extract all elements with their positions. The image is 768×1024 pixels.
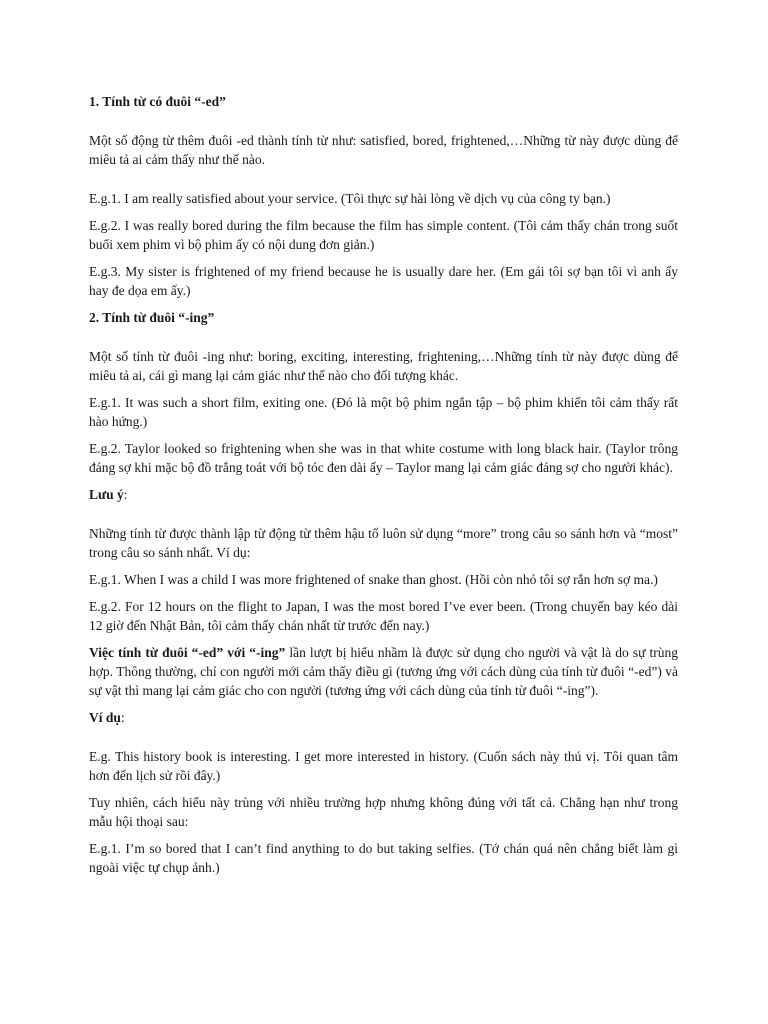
section-2-intro: Một số tính từ đuôi -ing như: boring, exciting, interesting, frightening,…Những tính từ này được dùng để miêu tả ai, cái gì mang lại cảm giác như thế nào cho đối tượng khác. [89, 349, 678, 383]
section-2-example-1: E.g.1. It was such a short film, exiting one. (Đó là một bộ phim ngắn tập – bộ phim khiến tôi cảm thấy rất hào hứng.) [89, 395, 678, 429]
note-intro: Những tính từ được thành lập từ động từ thêm hậu tố luôn sử dụng “more” trong câu so sánh hơn và “most” trong câu so sánh nhất. Ví dụ: [89, 526, 678, 560]
section-1-intro: Một số động từ thêm đuôi -ed thành tính từ như: satisfied, bored, frightened,…Những từ này được dùng để miêu tả ai cảm thấy như thế nào. [89, 133, 678, 167]
example-heading-colon: : [120, 710, 125, 725]
section-1-example-2: E.g.2. I was really bored during the film because the film has simple content. (Tôi cảm thấy chán trong suốt buổi xem phim vì bộ phim ấy có nội dung đơn giản.) [89, 218, 678, 252]
confusion-bold-lead: Việc tính từ đuôi “-ed” với “-ing” [89, 645, 286, 660]
note-example-2: E.g.2. For 12 hours on the flight to Japan, I was the most bored I’ve ever been. (Trong chuyến bay kéo dài 12 giờ đến Nhật Bản, tôi cảm thấy chán nhất từ trước đến nay.) [89, 599, 678, 633]
section-1-example-3: E.g.3. My sister is frightened of my friend because he is usually dare her. (Em gái tôi sợ bạn tôi vì anh ấy hay đe dọa em ấy.) [89, 264, 678, 298]
confusion-rest: lần lượt bị hiểu nhầm là được sử dụng cho người và vật là do sự trùng hợp. Thông thường, chỉ con người mới cảm thấy điều gì (tương ứng với cách dùng của tính từ đuôi “-ed”) và sự vật thì mang lại cảm giác cho con người (tương ứng với cách dùng của tính từ đuôi “-ing”). [89, 645, 678, 698]
confusion-paragraph [89, 643, 678, 700]
section-2-heading: 2. Tính từ đuôi “-ing” [89, 310, 215, 325]
final-example: E.g.1. I’m so bored that I can’t find anything to do but taking selfies. (Tớ chán quá nên chẳng biết làm gì ngoài việc tự chụp ảnh.) [89, 841, 678, 875]
example-heading: Ví dụ [89, 710, 121, 725]
note-heading-line [89, 485, 678, 504]
section-2-example-2: E.g.2. Taylor looked so frightening when she was in that white costume with long black hair. (Taylor trông đáng sợ khi mặc bộ đồ trắng toát với bộ tóc đen dài ấy – Taylor mang lại cảm giác đáng sợ cho người khác). [89, 441, 678, 475]
section-1-example-1: E.g.1. I am really satisfied about your service. (Tôi thực sự hài lòng về dịch vụ của công ty bạn.) [89, 191, 611, 206]
note-heading: Lưu ý [89, 487, 124, 502]
however-paragraph: Tuy nhiên, cách hiểu này trùng với nhiều trường hợp nhưng không đúng với tất cả. Chẳng hạn như trong mẫu hội thoại sau: [89, 795, 678, 829]
history-book-example: E.g. This history book is interesting. I get more interested in history. (Cuốn sách này thú vị. Tôi quan tâm hơn đến lịch sử rồi đây.) [89, 749, 678, 783]
document-body [89, 92, 678, 877]
note-heading-colon: : [123, 487, 128, 502]
example-heading-line [89, 708, 678, 727]
section-1-heading: 1. Tính từ có đuôi “-ed” [89, 94, 226, 109]
note-example-1: E.g.1. When I was a child I was more frightened of snake than ghost. (Hồi còn nhỏ tôi sợ rắn hơn sợ ma.) [89, 572, 658, 587]
